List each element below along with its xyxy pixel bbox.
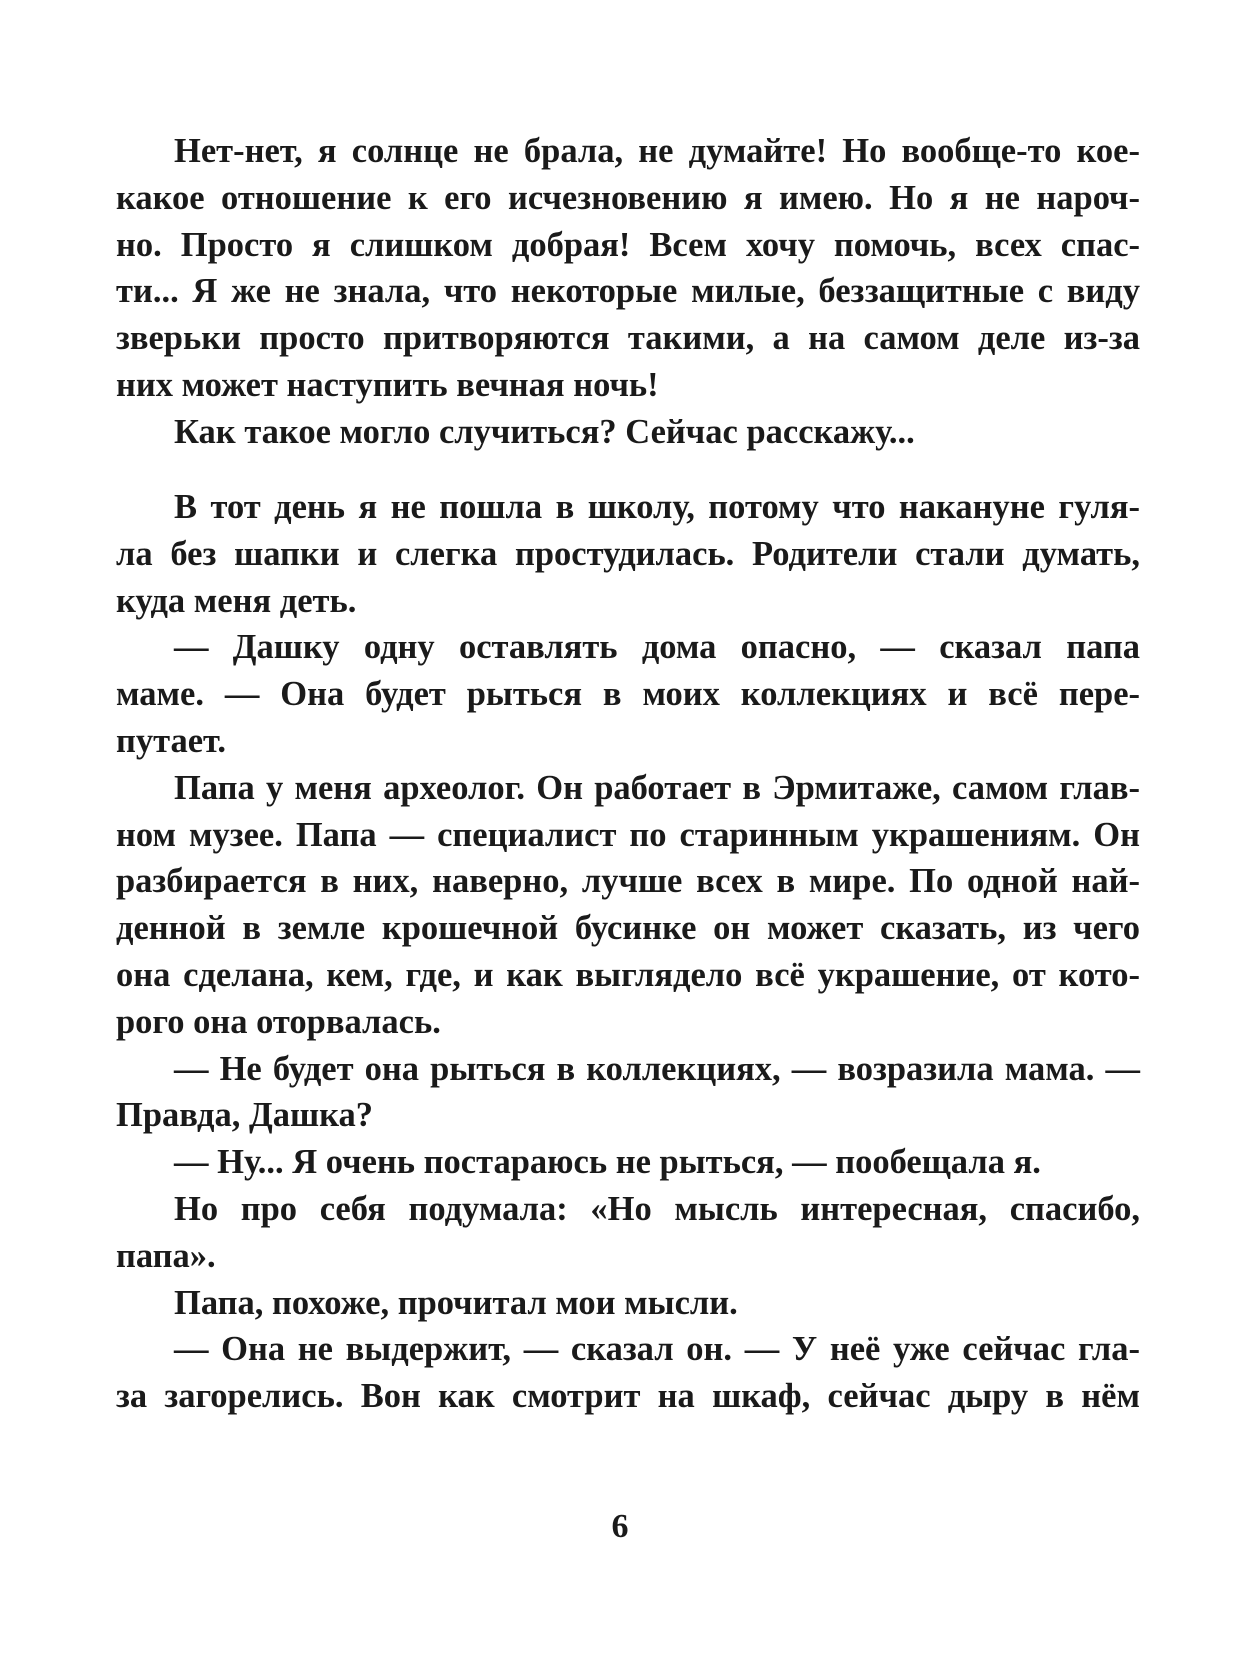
text-line: за загорелись. Вон как смотрит на шкаф, сейчас дыру в нём <box>116 1377 1140 1416</box>
text-line: путает. <box>116 721 227 760</box>
text-line: Правда, Дашка? <box>116 1096 373 1135</box>
text-line: папа». <box>116 1236 216 1275</box>
text-line: она сделана, кем, где, и как выглядело всё украшение, от кото- <box>116 955 1140 994</box>
text-line: Но про себя подумала: «Но мысль интересная, спасибо, <box>174 1189 1140 1228</box>
text-line: Нет-нет, я солнце не брала, не думайте! Но вообще-то кое- <box>174 132 1140 170</box>
text-line: рого она оторвалась. <box>116 1002 441 1041</box>
text-line: — Дашку одну оставлять дома опасно, — сказал папа <box>174 628 1140 667</box>
text-line: но. Просто я слишком добрая! Всем хочу помочь, всех спас- <box>116 225 1140 264</box>
text-line: — Ну... Я очень постараюсь не рыться, — пообещала я. <box>174 1143 1041 1182</box>
text-line: разбирается в них, наверно, лучше всех в мире. По одной най- <box>116 862 1140 901</box>
section-intro <box>116 128 1140 456</box>
text-line: В тот день я не пошла в школу, потому что накануне гуля- <box>174 488 1140 526</box>
page-number: 6 <box>611 1508 629 1545</box>
text-line: зверьки просто притворяются такими, а на самом деле из-за <box>116 319 1140 358</box>
text-line: ла без шапки и слегка простудилась. Родители стали думать, <box>116 534 1140 573</box>
text-line: ти... Я же не знала, что некоторые милые, беззащитные с виду <box>116 272 1140 311</box>
text-line: них может наступить вечная ночь! <box>116 365 659 404</box>
text-line: — Не будет она рыться в коллекциях, — возразила мама. — <box>174 1049 1140 1088</box>
text-line: — Она не выдержит, — сказал он. — У неё уже сейчас гла- <box>174 1330 1140 1369</box>
text-line: Папа, похоже, прочитал мои мысли. <box>174 1283 738 1322</box>
section-story <box>116 484 1140 1420</box>
text-line: Как такое могло случиться? Сейчас расскажу... <box>174 412 915 451</box>
text-line: куда меня деть. <box>116 581 357 620</box>
text-line: ном музее. Папа — специалист по старинным украшениям. Он <box>116 815 1140 854</box>
text-line: маме. — Она будет рыться в моих коллекциях и всё пере- <box>116 675 1140 714</box>
text-line: Папа у меня археолог. Он работает в Эрмитаже, самом глав- <box>174 768 1140 807</box>
text-line: денной в земле крошечной бусинке он может сказать, из чего <box>116 909 1140 948</box>
text-line: какое отношение к его исчезновению я имею. Но я не нароч- <box>116 178 1140 217</box>
